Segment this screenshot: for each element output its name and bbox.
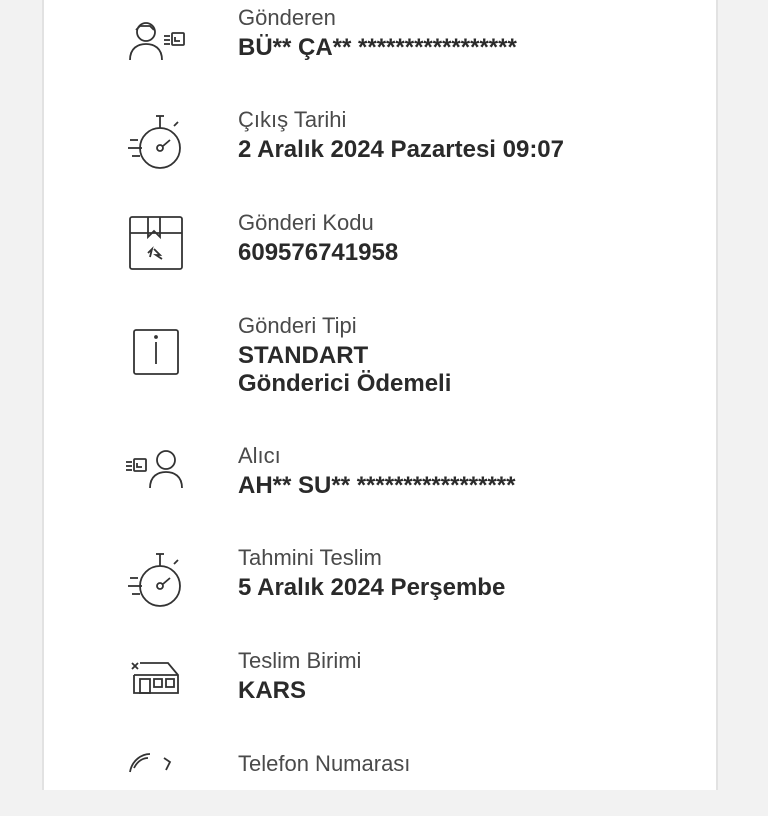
sender-label: Gönderen [238, 5, 336, 30]
stopwatch-icon [124, 550, 188, 614]
payment-type-value: Gönderici Ödemeli [238, 370, 452, 397]
estimated-delivery-label: Tahmini Teslim [238, 545, 382, 570]
sender-person-icon [124, 14, 188, 78]
phone-label: Telefon Numarası [238, 751, 411, 776]
recipient-person-icon [124, 446, 188, 510]
shipment-code-value: 609576741958 [238, 239, 399, 266]
recipient-label: Alıcı [238, 443, 281, 468]
info-icon [124, 326, 188, 390]
departure-date-label: Çıkış Tarihi [238, 107, 347, 132]
shipment-details-card [42, 0, 718, 790]
departure-date-value: 2 Aralık 2024 Pazartesi 09:07 [238, 136, 565, 163]
sender-value: BÜ** ÇA** ***************** [238, 34, 517, 61]
delivery-branch-value: KARS [238, 677, 307, 704]
recipient-value: AH** SU** ***************** [238, 472, 516, 499]
branch-building-icon [124, 649, 188, 713]
stopwatch-icon [124, 112, 188, 176]
shipment-type-value: STANDART [238, 342, 369, 369]
delivery-branch-label: Teslim Birimi [238, 648, 362, 673]
shipment-type-label: Gönderi Tipi [238, 313, 357, 338]
phone-icon [124, 752, 188, 816]
shipment-code-label: Gönderi Kodu [238, 210, 374, 235]
package-box-icon [124, 213, 188, 277]
estimated-delivery-value: 5 Aralık 2024 Perşembe [238, 574, 506, 601]
